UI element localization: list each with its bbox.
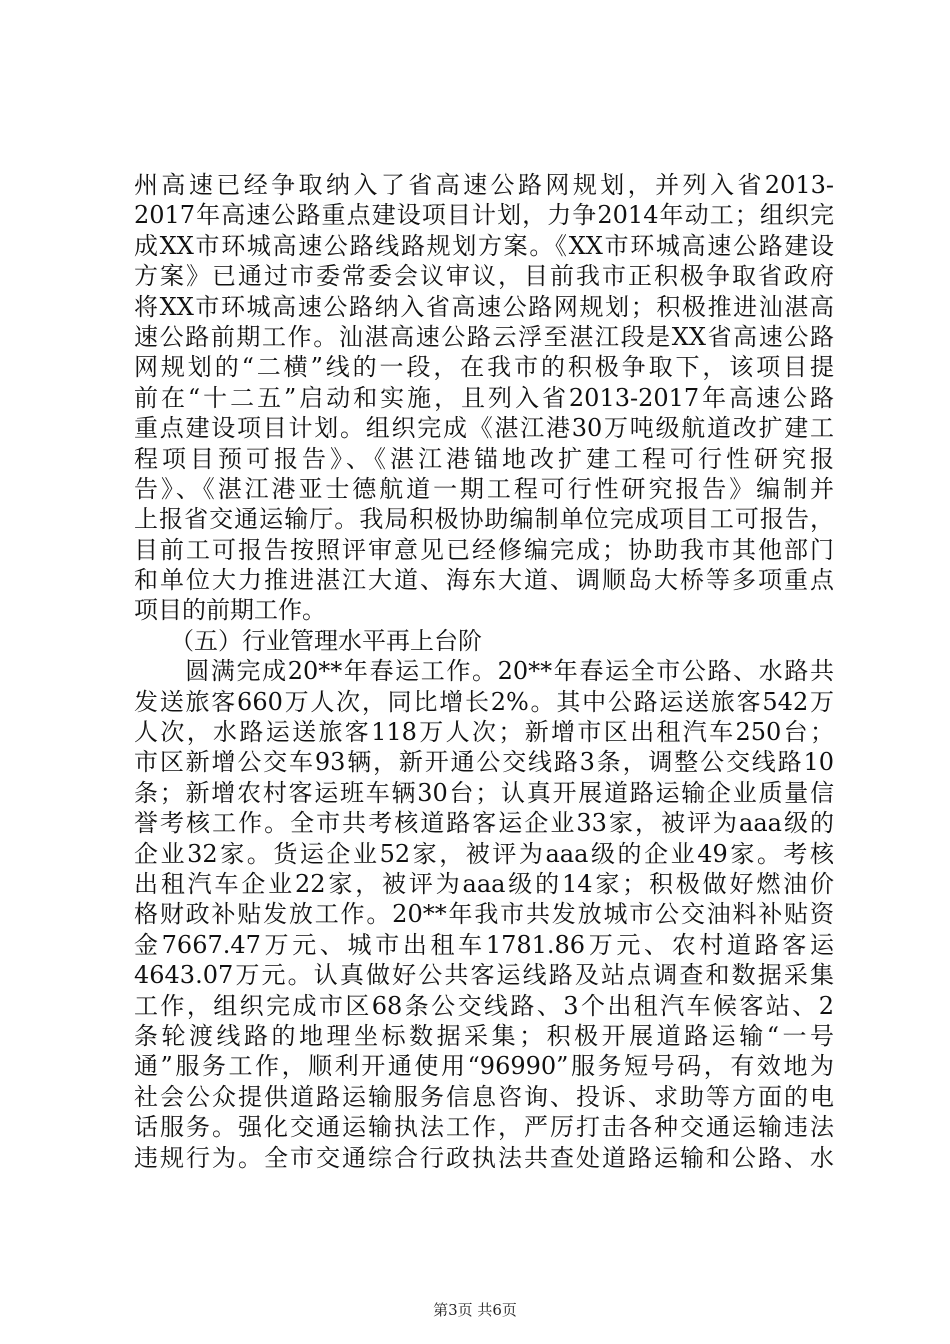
text-line: 条；新增农村客运班车辆30台；认真开展道路运输企业质量信 — [134, 778, 834, 807]
text-line: 工作，组织完成市区68条公交线路、3个出租汽车候客站、2 — [134, 991, 834, 1020]
text-line: 2017年高速公路重点建设项目计划，力争2014年动工；组织完 — [134, 201, 834, 230]
text-line: 告》、《湛江港亚士德航道一期工程可行性研究报告》编制并 — [134, 474, 834, 503]
text-line: 话服务。强化交通运输执法工作，严厉打击各种交通运输违法 — [134, 1113, 834, 1142]
text-line: 目前工可报告按照评审意见已经修编完成；协助我市其他部门 — [134, 535, 834, 564]
text-line: 项目的前期工作。 — [134, 596, 326, 625]
text-line: 企业32家。货运企业52家，被评为aaa级的企业49家。考核 — [134, 839, 834, 868]
text-line: 条轮渡线路的地理坐标数据采集；积极开展道路运输“一号 — [134, 1021, 834, 1050]
text-line: 程项目预可报告》、《湛江港锚地改扩建工程可行性研究报 — [134, 444, 834, 473]
text-line: 金7667.47万元、城市出租车1781.86万元、农村道路客运 — [134, 930, 834, 959]
text-line: 市区新增公交车93辆，新开通公交线路3条，调整公交线路10 — [134, 748, 834, 777]
text-line: 圆满完成20**年春运工作。20**年春运全市公路、水路共 — [134, 657, 834, 686]
text-line: 社会公众提供道路运输服务信息咨询、投诉、求助等方面的电 — [134, 1082, 834, 1111]
text-line: 格财政补贴发放工作。20**年我市共发放城市公交油料补贴资 — [134, 900, 834, 929]
text-line: 成XX市环城高速公路线路规划方案。《XX市环城高速公路建设 — [134, 231, 834, 260]
text-line: 发送旅客660万人次，同比增长2%。其中公路运送旅客542万 — [134, 687, 834, 716]
text-line: 网规划的“二横”线的一段，在我市的积极争取下，该项目提 — [134, 353, 834, 382]
document-body — [134, 170, 834, 1173]
text-line: 重点建设项目计划。组织完成《湛江港30万吨级航道改扩建工 — [134, 414, 834, 443]
text-line: 通”服务工作，顺利开通使用“96990”服务短号码，有效地为 — [134, 1052, 834, 1081]
text-line: 上报省交通运输厅。我局积极协助编制单位完成项目工可报告， — [134, 505, 834, 534]
text-line: 前在“十二五”启动和实施，且列入省2013-2017年高速公路 — [134, 383, 834, 412]
text-line: 誉考核工作。全市共考核道路客运企业33家，被评为aaa级的 — [134, 809, 834, 838]
text-line: 出租汽车企业22家，被评为aaa级的14家；积极做好燃油价 — [134, 869, 834, 898]
text-line: （五）行业管理水平再上台阶 — [134, 626, 482, 655]
text-line: 方案》已通过市委常委会议审议，目前我市正积极争取省政府 — [134, 262, 834, 291]
text-line: 和单位大力推进湛江大道、海东大道、调顺岛大桥等多项重点 — [134, 566, 834, 595]
text-line: 速公路前期工作。汕湛高速公路云浮至湛江段是XX省高速公路 — [134, 322, 834, 351]
text-line: 将XX市环城高速公路纳入省高速公路网规划；积极推进汕湛高 — [134, 292, 834, 321]
text-line: 人次，水路运送旅客118万人次；新增市区出租汽车250台； — [134, 718, 834, 747]
page-footer: 第3页 共6页 — [433, 1301, 517, 1319]
text-line: 违规行为。全市交通综合行政执法共查处道路运输和公路、水 — [134, 1143, 834, 1172]
text-line: 州高速已经争取纳入了省高速公路网规划，并列入省2013- — [134, 171, 834, 199]
text-line: 4643.07万元。认真做好公共客运线路及站点调查和数据采集 — [134, 961, 834, 990]
